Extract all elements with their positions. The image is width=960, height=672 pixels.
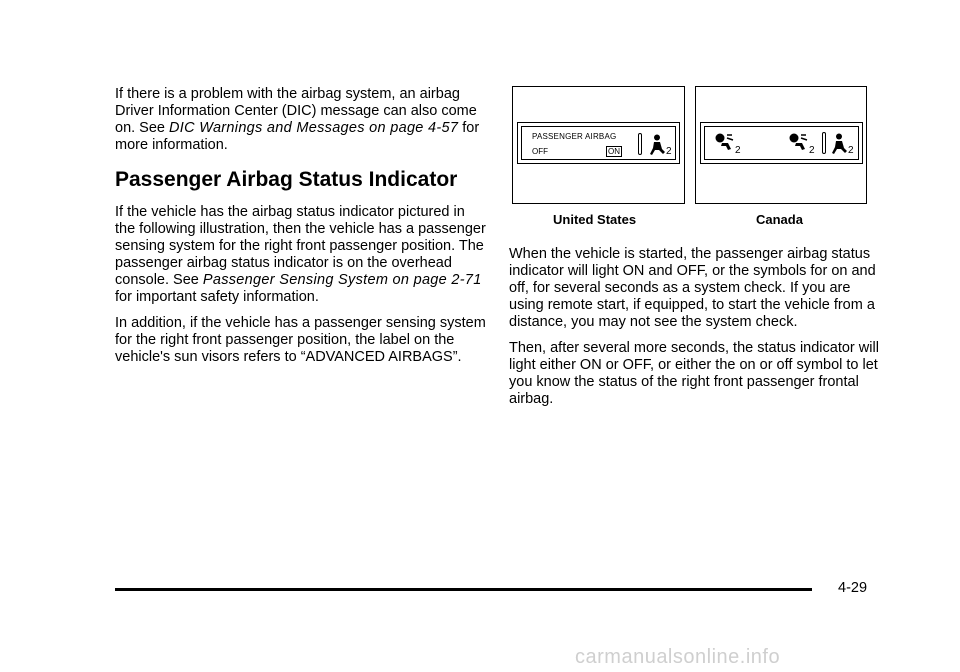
system-check-paragraph: When the vehicle is started, the passenger airbag status indicator will light ON and OFF, or the symbols for on and off, for several seconds as a system check. If you are using remote start, if equipped, to start the vehicle from a distance, you may not see the system check. xyxy=(509,246,876,330)
airbag-person-icon xyxy=(832,133,848,155)
airbag-off-icon xyxy=(715,133,735,151)
us-on-label: ON xyxy=(608,147,620,156)
right-column xyxy=(509,246,881,417)
watermark: carmanualsonline.info xyxy=(575,646,781,668)
indicator-paragraph: If the vehicle has the airbag status indicator pictured in the following illustration, then the vehicle has a passenger sensing system for the right front passenger position. The passenger airbag status indicator is on the overhead console. See Passenger Sensing System on page 2‑71 for important safety information. xyxy=(115,204,486,305)
figure-united-states xyxy=(512,86,685,204)
status-paragraph: Then, after several more seconds, the status indicator will light either ON or OFF, or either the on or off symbol to let you know the status of the right front passenger frontal airbag. xyxy=(509,340,879,407)
dic-warnings-link[interactable]: DIC Warnings and Messages on page 4‑57 xyxy=(169,120,459,136)
us-panel-title: PASSENGER AIRBAG xyxy=(532,132,617,141)
sun-visor-paragraph: In addition, if the vehicle has a passenger sensing system for the right front passenger position, the label on the vehicle's sun visors refers to “ADVANCED AIRBAGS”. xyxy=(115,315,486,365)
caption-canada: Canada xyxy=(756,212,803,227)
caption-united-states: United States xyxy=(553,212,637,227)
indicator-slot xyxy=(638,133,642,155)
page-number: 4-29 xyxy=(838,580,868,596)
airbag-on-icon xyxy=(789,133,809,151)
us-indicator-panel: PASSENGER AIRBAG OFF ON 2 xyxy=(517,122,680,164)
section-heading: Passenger Airbag Status Indicator xyxy=(115,168,458,191)
intro-paragraph: If there is a problem with the airbag system, an airbag Driver Information Center (DIC) message can also come on. See DIC Warnings and Messages on page 4‑57 for more information. xyxy=(115,86,480,153)
passenger-sensing-link[interactable]: Passenger Sensing System on page 2‑71 xyxy=(202,272,482,288)
footer-rule xyxy=(115,588,812,591)
figure-canada xyxy=(695,86,867,204)
airbag-person-icon xyxy=(650,134,666,156)
canada-indicator-panel: 2 2 2 xyxy=(700,122,863,164)
us-off-label: OFF xyxy=(532,147,548,156)
indicator-slot xyxy=(822,132,826,154)
left-column xyxy=(115,86,487,375)
